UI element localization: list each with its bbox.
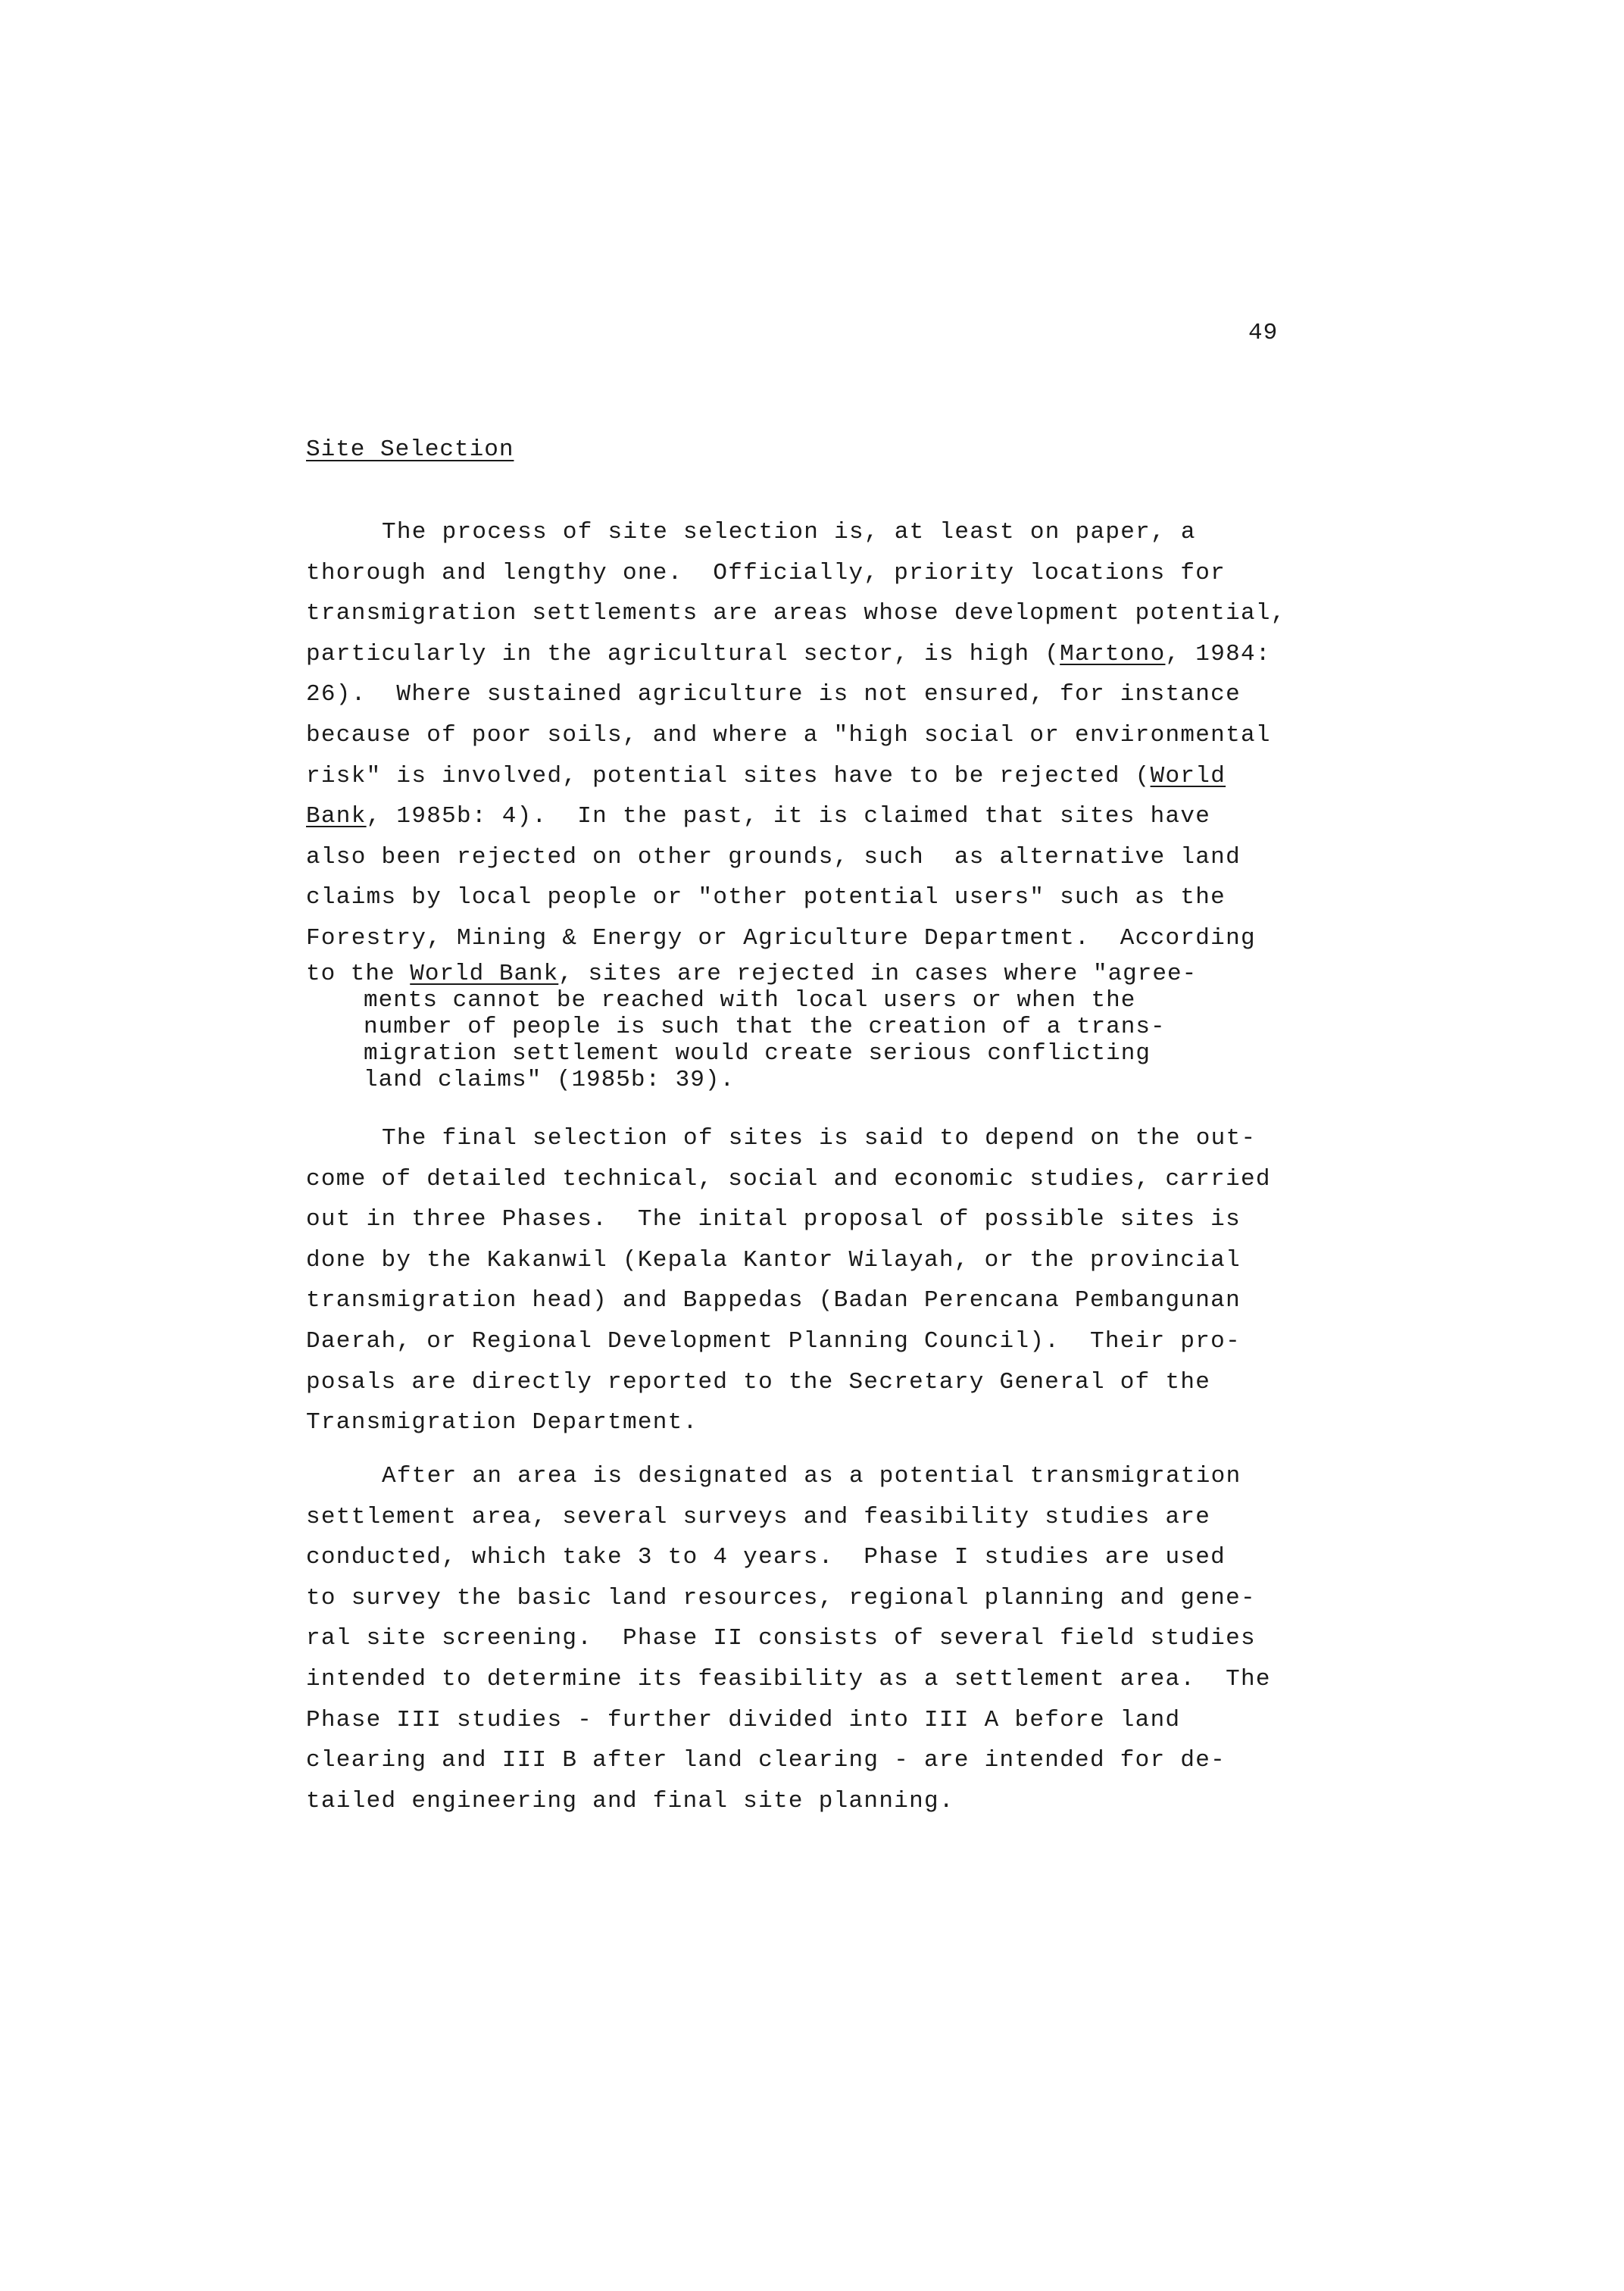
citation-world-bank: World Bank <box>410 961 559 987</box>
text-line: conducted, which take 3 to 4 years. Phase I studies are used <box>306 1544 1226 1571</box>
text-line <box>306 796 1366 837</box>
quote-line: number of people is such that the creation of a trans- <box>364 1014 1166 1040</box>
text-segment: risk" is involved, potential sites have to be rejected ( <box>306 762 1151 789</box>
paragraph-1 <box>306 512 1366 959</box>
text-line <box>306 756 1366 797</box>
paragraph-3 <box>306 1456 1366 1821</box>
page-number: 49 <box>1248 320 1279 346</box>
text-line: The final selection of sites is said to depend on the out- <box>382 1125 1257 1152</box>
text-segment: particularly in the agricultural sector, is high ( <box>306 640 1060 667</box>
text-segment: to the <box>306 961 411 987</box>
text-line: come of detailed technical, social and economic studies, carried <box>306 1165 1271 1192</box>
block-quote <box>306 961 1291 1093</box>
text-line: ral site screening. Phase II consists of several field studies <box>306 1625 1256 1652</box>
text-line: tailed engineering and final site planning. <box>306 1787 954 1814</box>
quote-line: ments cannot be reached with local users or when the <box>364 987 1136 1014</box>
text-line: intended to determine its feasibility as a settlement area. The <box>306 1665 1271 1692</box>
quote-line: migration settlement would create serious conflicting <box>364 1040 1151 1067</box>
text-line: Daerah, or Regional Development Planning Council). Their pro- <box>306 1327 1241 1355</box>
text-line: done by the Kakanwil (Kepala Kantor Wilayah, or the provincial <box>306 1246 1241 1274</box>
text-line: to survey the basic land resources, regional planning and gene- <box>306 1584 1256 1611</box>
text-line: claims by local people or "other potential users" such as the <box>306 884 1226 911</box>
text-segment: , 1984: <box>1165 640 1271 667</box>
text-segment: , 1985b: 4). In the past, it is claimed that sites have <box>366 803 1211 830</box>
text-line: transmigration settlements are areas whose development potential, <box>306 600 1286 627</box>
citation-martono: Martono <box>1060 640 1166 667</box>
text-line: Transmigration Department. <box>306 1409 698 1436</box>
text-line: posals are directly reported to the Secretary General of the <box>306 1368 1211 1396</box>
text-segment: , sites are rejected in cases where "agree- <box>558 961 1198 987</box>
text-line: After an area is designated as a potential transmigration <box>382 1463 1241 1489</box>
quote-line <box>306 961 1291 987</box>
text-line: transmigration head) and Bappedas (Badan Perencana Pembangunan <box>306 1287 1241 1314</box>
text-line <box>306 634 1366 675</box>
text-line: also been rejected on other grounds, such as alternative land <box>306 843 1241 870</box>
text-line: 26). Where sustained agriculture is not ensured, for instance <box>306 681 1241 708</box>
paragraph-2 <box>306 1118 1366 1443</box>
citation-world: World <box>1150 762 1226 789</box>
section-heading: Site Selection <box>306 436 514 463</box>
text-line: clearing and III B after land clearing - are intended for de- <box>306 1747 1226 1774</box>
text-line: because of poor soils, and where a "high social or environmental <box>306 721 1271 749</box>
quote-line: land claims" (1985b: 39). <box>364 1067 735 1093</box>
text-line: Phase III studies - further divided into III A before land <box>306 1706 1181 1733</box>
text-line: Forestry, Mining & Energy or Agriculture Department. According <box>306 924 1256 952</box>
text-line: settlement area, several surveys and feasibility studies are <box>306 1503 1211 1530</box>
text-line: The process of site selection is, at least on paper, a <box>382 519 1196 545</box>
text-line: out in three Phases. The inital proposal of possible sites is <box>306 1206 1241 1233</box>
citation-bank: Bank <box>306 803 367 830</box>
text-line: thorough and lengthy one. Officially, priority locations for <box>306 559 1226 586</box>
